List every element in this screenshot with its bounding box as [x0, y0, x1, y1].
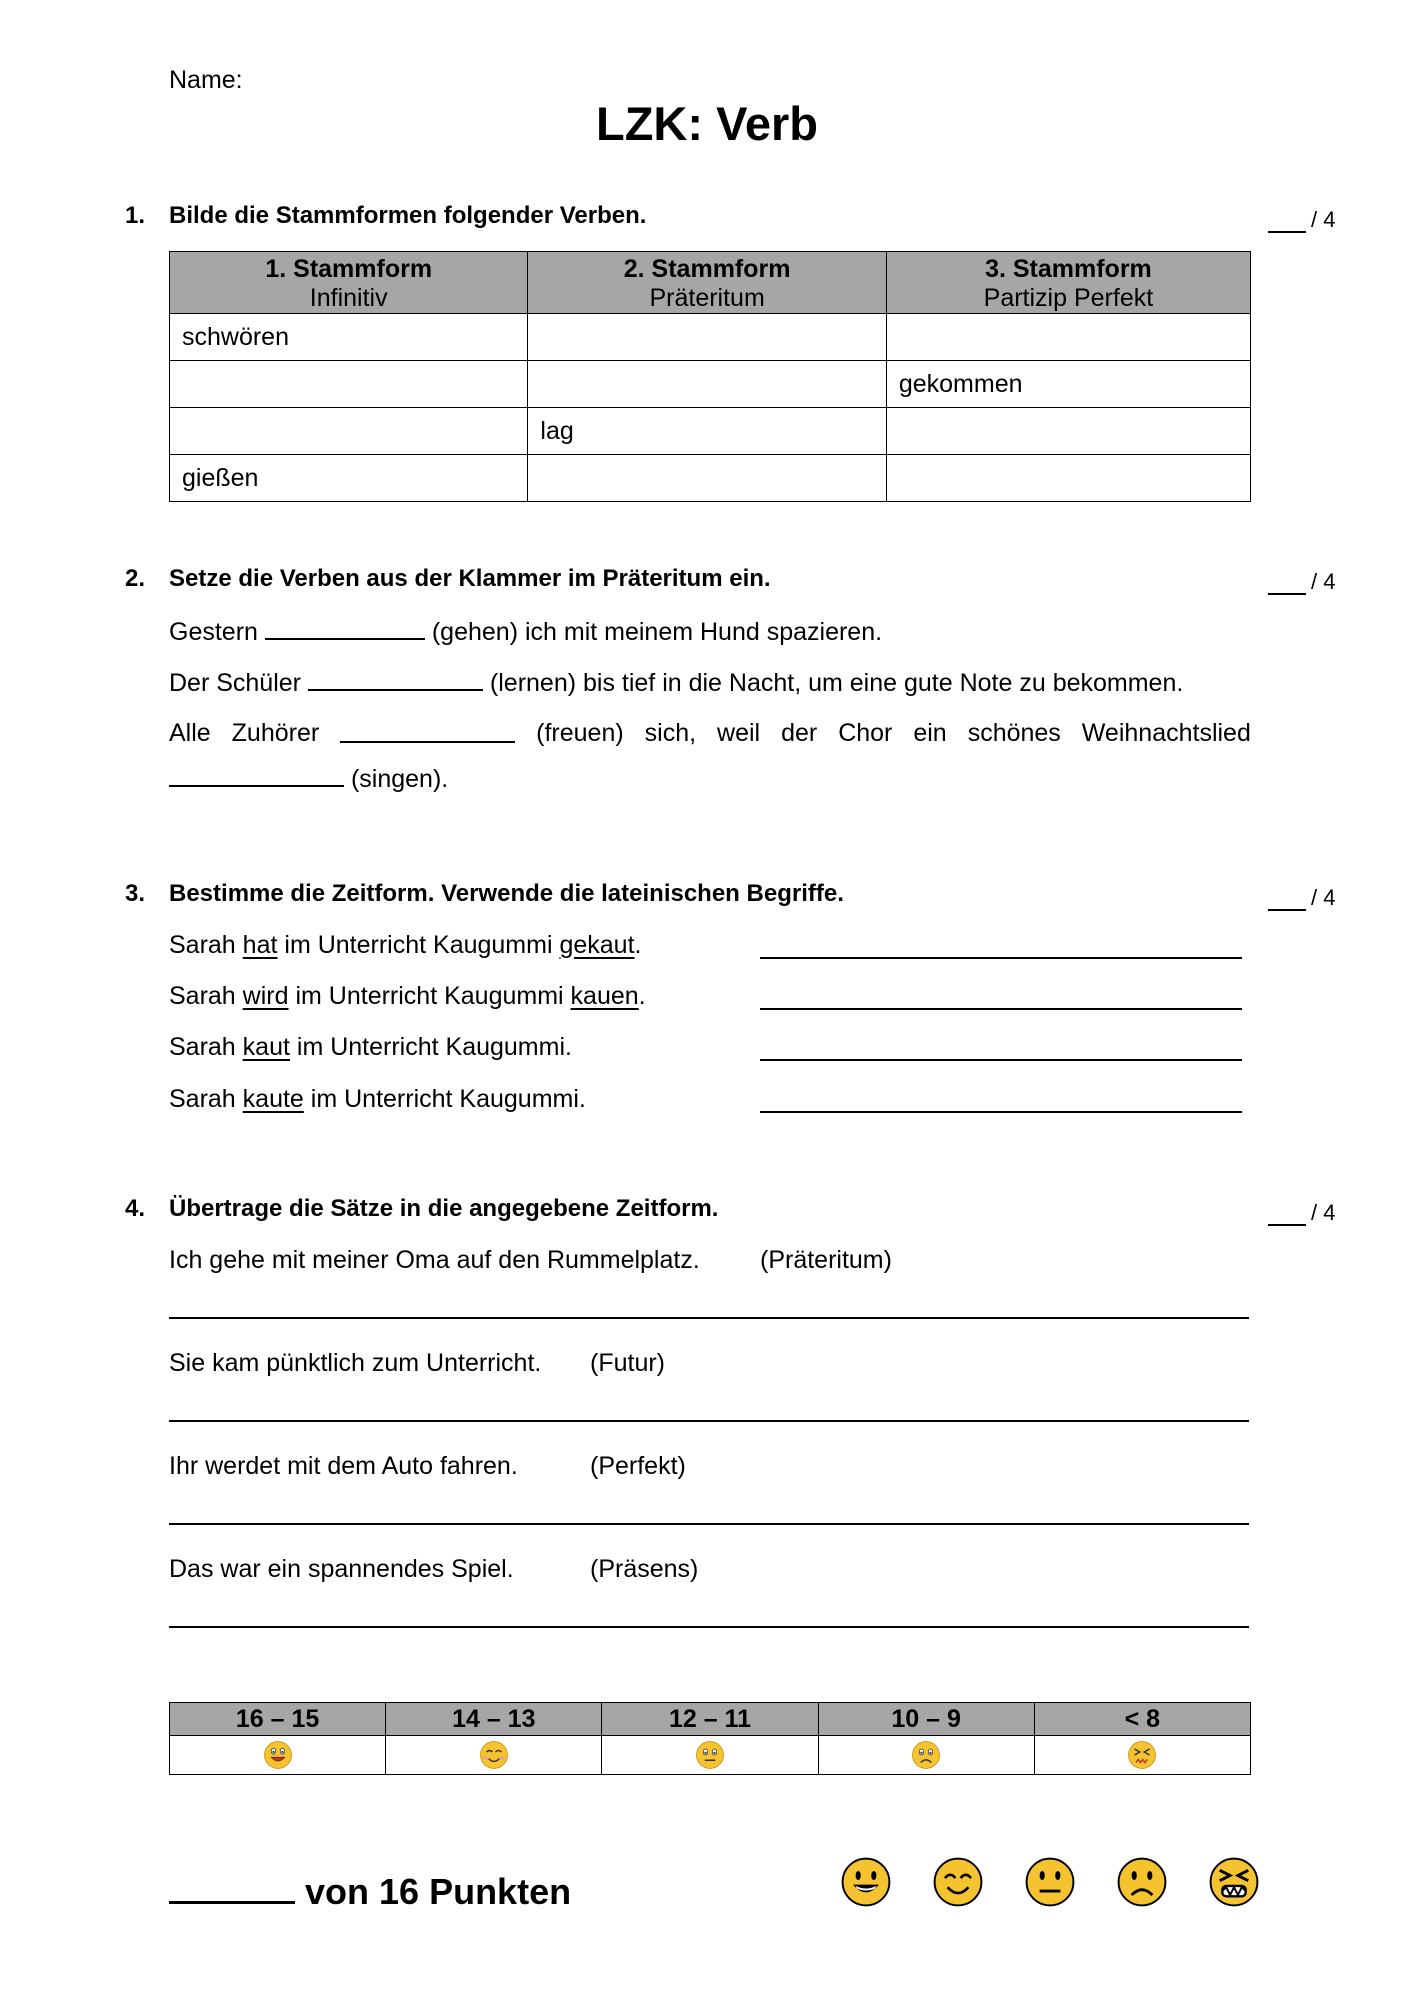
table-cell[interactable] — [528, 314, 886, 361]
score-blank[interactable] — [1268, 889, 1306, 911]
question-4-score: / 4 — [1268, 1200, 1335, 1226]
column-header: 1. Stammform Infinitiv — [170, 252, 528, 314]
table-cell[interactable]: lag — [528, 408, 886, 455]
table-cell[interactable]: gekommen — [886, 361, 1250, 408]
grade-range: 16 – 15 — [170, 1703, 386, 1736]
table-cell[interactable] — [886, 455, 1250, 502]
table-row — [170, 455, 1251, 502]
sentence-1: Gestern (gehen) ich mit meinem Hund spazieren. — [169, 618, 883, 646]
question-4-text: Übertrage die Sätze in die angegebene Zeitform. — [169, 1195, 719, 1222]
grade-range: < 8 — [1034, 1703, 1250, 1736]
neutral-face-icon — [695, 1740, 725, 1770]
target-tense: (Perfekt) — [590, 1452, 686, 1480]
sentence-2: Der Schüler (lernen) bis tief in die Nacht, um eine gute Note zu bekommen. — [169, 669, 1184, 697]
tense-sentence: Sarah hat im Unterricht Kaugummi gekaut. — [169, 931, 642, 959]
page-title: LZK: Verb — [596, 97, 818, 150]
smiling-face-icon — [932, 1856, 984, 1908]
transform-sentence: Ihr werdet mit dem Auto fahren. — [169, 1452, 518, 1480]
table-row — [170, 361, 1251, 408]
total-blank[interactable] — [169, 1871, 295, 1904]
grinning-face-icon — [263, 1740, 293, 1770]
answer-line[interactable] — [760, 1008, 1242, 1010]
question-3-score: / 4 — [1268, 885, 1335, 911]
question-3-text: Bestimme die Zeitform. Verwende die lateinischen Begriffe. — [169, 880, 844, 907]
answer-line[interactable] — [169, 1523, 1249, 1525]
question-2-text: Setze die Verben aus der Klammer im Präteritum ein. — [169, 565, 771, 592]
table-header-row — [170, 252, 1251, 314]
total-points: von 16 Punkten — [169, 1871, 571, 1913]
table-cell[interactable] — [886, 314, 1250, 361]
frowning-face-icon — [1116, 1856, 1168, 1908]
table-cell[interactable] — [170, 408, 528, 455]
stammformen-table — [169, 251, 1251, 502]
tense-sentence: Sarah kaute im Unterricht Kaugummi. — [169, 1085, 586, 1113]
target-tense: (Präteritum) — [760, 1246, 892, 1274]
fill-in-blank[interactable] — [169, 763, 344, 787]
sentence-3-continued: (singen). — [169, 763, 448, 794]
grading-icons-row — [170, 1736, 1251, 1775]
table-cell[interactable] — [170, 361, 528, 408]
score-blank[interactable] — [1268, 211, 1306, 233]
question-2-score: / 4 — [1268, 569, 1335, 595]
neutral-face-icon — [1024, 1856, 1076, 1908]
target-tense: (Futur) — [590, 1349, 665, 1377]
table-cell[interactable]: schwören — [170, 314, 528, 361]
transform-sentence: Sie kam pünktlich zum Unterricht. — [169, 1349, 542, 1377]
sentence-3: Alle Zuhörer (freuen) sich, weil der Chor ein schönes Weihnachtslied — [169, 719, 1251, 747]
question-1-text: Bilde die Stammformen folgender Verben. — [169, 202, 647, 229]
tense-sentence: Sarah wird im Unterricht Kaugummi kauen. — [169, 982, 646, 1010]
rating-faces — [840, 1856, 1260, 1908]
fill-in-blank[interactable] — [340, 719, 515, 743]
transform-sentence: Ich gehe mit meiner Oma auf den Rummelplatz. — [169, 1246, 700, 1274]
table-cell[interactable] — [528, 361, 886, 408]
table-cell[interactable]: gießen — [170, 455, 528, 502]
question-2-number: 2. — [125, 565, 146, 592]
answer-line[interactable] — [760, 1059, 1242, 1061]
grading-table — [169, 1702, 1251, 1775]
grade-range: 10 – 9 — [818, 1703, 1034, 1736]
answer-line[interactable] — [760, 1111, 1242, 1113]
tense-sentence: Sarah kaut im Unterricht Kaugummi. — [169, 1033, 572, 1061]
name-label: Name: — [169, 66, 243, 94]
transform-sentence: Das war ein spannendes Spiel. — [169, 1555, 514, 1583]
persevering-face-icon — [1127, 1740, 1157, 1770]
question-3-number: 3. — [125, 880, 146, 907]
answer-line[interactable] — [169, 1420, 1249, 1422]
question-1-number: 1. — [125, 202, 146, 229]
slightly-frowning-face-icon — [911, 1740, 941, 1770]
question-4-number: 4. — [125, 1195, 146, 1222]
table-cell[interactable] — [528, 455, 886, 502]
persevering-face-icon — [1208, 1856, 1260, 1908]
fill-in-blank[interactable] — [308, 667, 483, 691]
question-1-score: / 4 — [1268, 207, 1335, 233]
table-cell[interactable] — [886, 408, 1250, 455]
table-row — [170, 314, 1251, 361]
answer-line[interactable] — [169, 1317, 1249, 1319]
table-row — [170, 408, 1251, 455]
grading-ranges-row — [170, 1703, 1251, 1736]
score-blank[interactable] — [1268, 573, 1306, 595]
score-blank[interactable] — [1268, 1204, 1306, 1226]
smiling-face-icon — [479, 1740, 509, 1770]
grinning-face-icon — [840, 1856, 892, 1908]
column-header: 2. Stammform Präteritum — [528, 252, 886, 314]
grade-range: 14 – 13 — [386, 1703, 602, 1736]
answer-line[interactable] — [169, 1626, 1249, 1628]
grade-range: 12 – 11 — [602, 1703, 818, 1736]
answer-line[interactable] — [760, 957, 1242, 959]
target-tense: (Präsens) — [590, 1555, 699, 1583]
column-header: 3. Stammform Partizip Perfekt — [886, 252, 1250, 314]
fill-in-blank[interactable] — [265, 616, 425, 640]
